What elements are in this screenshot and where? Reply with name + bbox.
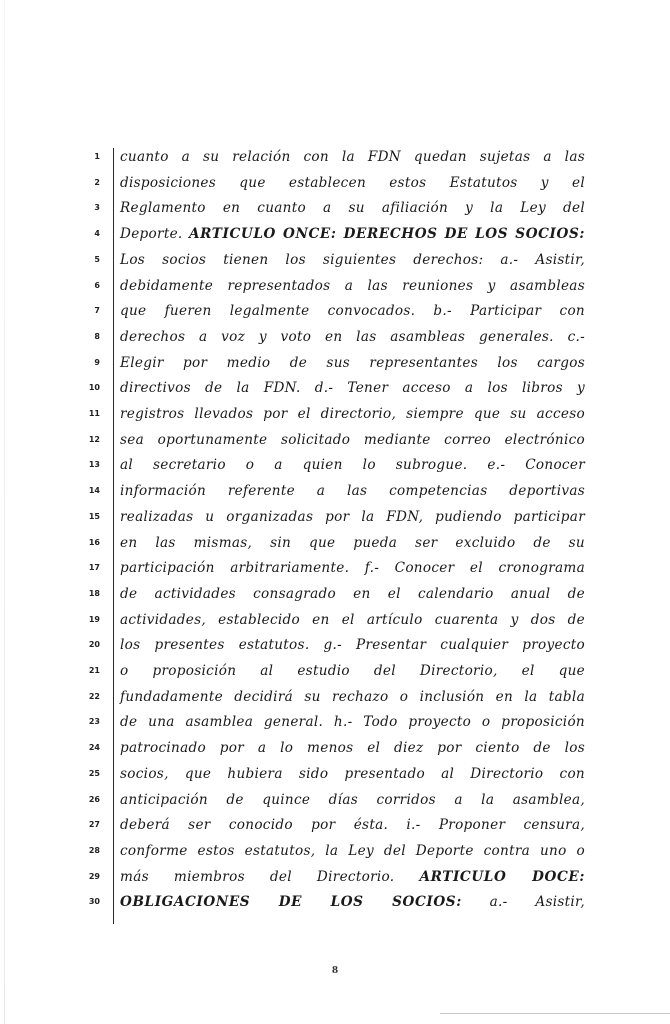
text-line bbox=[120, 225, 585, 243]
text-line bbox=[120, 277, 585, 295]
text-segment: de actividades consagrado en el calendario anual de bbox=[120, 585, 585, 602]
line-number: 30 bbox=[88, 897, 100, 907]
line-number: 12 bbox=[88, 434, 100, 444]
text-segment: información referente a las competencias deportivas bbox=[120, 483, 585, 500]
text-line bbox=[120, 328, 585, 346]
text-segment: de una asamblea general. h.- Todo proyecto o proposición bbox=[120, 714, 585, 731]
text-segment: fundadamente decidirá su rechazo o inclusión en la tabla bbox=[120, 688, 585, 705]
line-number-margin-rule bbox=[113, 148, 114, 924]
text-line bbox=[120, 534, 585, 552]
text-line bbox=[120, 456, 585, 474]
article-heading: ARTICULO DOCE: bbox=[419, 868, 585, 885]
text-segment: actividades, establecido en el artículo cuarenta y dos de bbox=[120, 611, 585, 628]
text-segment: al secretario o a quien lo subrogue. e.- Conocer bbox=[120, 457, 585, 474]
line-number: 6 bbox=[94, 280, 100, 290]
text-segment: en las mismas, sin que pueda ser excluido de su bbox=[120, 534, 585, 551]
text-segment: disposiciones que establecen estos Estatutos y el bbox=[120, 174, 585, 191]
text-segment: participación arbitrariamente. f.- Conocer el cronograma bbox=[120, 560, 585, 577]
line-number: 29 bbox=[88, 871, 100, 881]
line-number: 10 bbox=[88, 383, 100, 393]
text-segment: los presentes estatutos. g.- Presentar cualquier proyecto bbox=[120, 637, 585, 654]
line-number: 3 bbox=[94, 203, 100, 213]
page-number: 8 bbox=[331, 966, 339, 976]
text-segment: realizadas u organizadas por la FDN, pudiendo participar bbox=[120, 508, 585, 525]
line-number: 7 bbox=[94, 306, 100, 316]
line-number: 11 bbox=[88, 409, 100, 418]
line-number: 23 bbox=[88, 717, 100, 727]
text-line bbox=[120, 302, 585, 320]
text-line bbox=[120, 739, 585, 757]
text-segment: que fueren legalmente convocados. b.- Participar con bbox=[120, 303, 585, 320]
text-line bbox=[120, 662, 585, 680]
article-heading: OBLIGACIONES DE LOS SOCIOS: bbox=[120, 894, 462, 911]
text-segment: patrocinado por a lo menos el diez por ciento de los bbox=[120, 740, 585, 757]
line-number: 20 bbox=[88, 640, 100, 650]
article-heading: ARTICULO ONCE: DERECHOS DE LOS SOCIOS: bbox=[188, 226, 585, 243]
line-number: 2 bbox=[94, 177, 100, 187]
text-line bbox=[120, 611, 585, 629]
text-segment: o proposición al estudio del Directorio, el que bbox=[120, 663, 585, 679]
text-line bbox=[120, 868, 585, 886]
line-number: 16 bbox=[88, 537, 100, 547]
line-number: 22 bbox=[88, 691, 100, 701]
text-segment: socios, que hubiera sido presentado al Directorio con bbox=[120, 765, 585, 782]
line-number: 14 bbox=[88, 486, 100, 496]
text-line bbox=[120, 148, 585, 166]
text-line bbox=[120, 791, 585, 809]
text-line bbox=[120, 713, 585, 731]
text-line bbox=[120, 199, 585, 217]
text-segment: conforme estos estatutos, la Ley del Deporte contra uno o bbox=[120, 842, 585, 859]
text-line bbox=[120, 405, 585, 423]
text-segment: directivos de la FDN. d.- Tener acceso a los libros y bbox=[120, 380, 585, 397]
line-number: 15 bbox=[88, 511, 100, 521]
text-segment: Reglamento en cuanto a su afiliación y la Ley del bbox=[120, 200, 585, 217]
line-number: 1 bbox=[94, 152, 100, 161]
text-line bbox=[120, 559, 585, 577]
line-number: 26 bbox=[88, 794, 100, 804]
line-number: 13 bbox=[88, 460, 100, 470]
text-line bbox=[120, 379, 585, 397]
line-number: 19 bbox=[88, 614, 100, 624]
text-line bbox=[120, 585, 585, 603]
text-line bbox=[120, 636, 585, 654]
text-segment: Los socios tienen los siguientes derechos: a.- Asistir, bbox=[120, 251, 585, 268]
text-segment: sea oportunamente solicitado mediante correo electrónico bbox=[120, 431, 585, 448]
text-line bbox=[120, 816, 585, 834]
text-segment: registros llevados por el directorio, siempre que su acceso bbox=[120, 406, 585, 422]
text-segment: Elegir por medio de sus representantes los cargos bbox=[120, 354, 585, 371]
line-number: 24 bbox=[88, 743, 100, 753]
text-line bbox=[120, 482, 585, 500]
line-number: 25 bbox=[88, 768, 100, 778]
line-number: 17 bbox=[88, 563, 100, 573]
text-segment: deberá ser conocido por ésta. i.- Proponer censura, bbox=[120, 817, 585, 834]
scan-edge bbox=[4, 0, 5, 1024]
line-number: 27 bbox=[88, 820, 100, 830]
bottom-rule bbox=[440, 1013, 670, 1014]
text-segment: anticipación de quince días corridos a la asamblea, bbox=[120, 791, 585, 808]
text-line bbox=[120, 893, 585, 911]
line-number: 21 bbox=[88, 666, 100, 675]
line-number: 5 bbox=[94, 254, 100, 264]
text-segment: cuanto a su relación con la FDN quedan sujetas a las bbox=[120, 149, 585, 165]
text-line bbox=[120, 688, 585, 706]
line-number: 28 bbox=[88, 845, 100, 855]
text-line bbox=[120, 251, 585, 269]
text-segment: más miembros del Directorio. bbox=[120, 868, 420, 885]
text-segment: debidamente representados a las reuniones y asambleas bbox=[120, 277, 585, 294]
text-line bbox=[120, 765, 585, 783]
line-number: 8 bbox=[94, 331, 100, 341]
line-number: 4 bbox=[94, 229, 100, 239]
text-segment: a.- Asistir, bbox=[461, 894, 585, 911]
text-line bbox=[120, 508, 585, 526]
text-line bbox=[120, 431, 585, 449]
text-segment: derechos a voz y voto en las asambleas generales. c.- bbox=[120, 328, 585, 345]
line-number: 18 bbox=[88, 588, 100, 598]
text-line bbox=[120, 842, 585, 860]
text-line bbox=[120, 174, 585, 192]
text-line bbox=[120, 354, 585, 372]
text-segment: Deporte. bbox=[120, 226, 189, 243]
line-number: 9 bbox=[94, 357, 100, 367]
